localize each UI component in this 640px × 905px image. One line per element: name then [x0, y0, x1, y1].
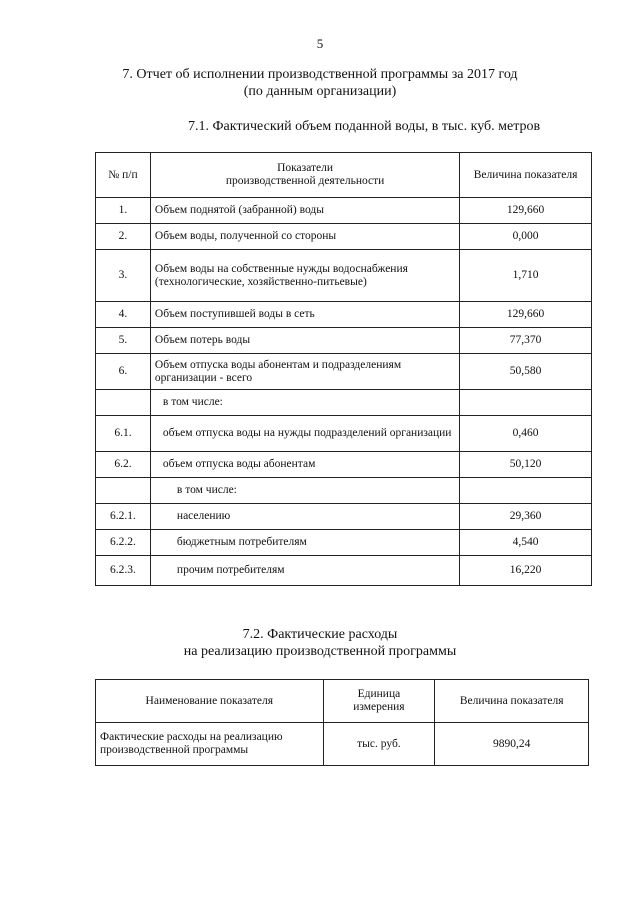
- header-value: Величина показателя: [435, 680, 589, 723]
- table-row: [96, 416, 592, 452]
- table-row: [96, 478, 592, 504]
- section-7-title-line2: (по данным организации): [243, 84, 397, 99]
- table-row: [96, 224, 592, 250]
- table-header-row: [96, 680, 589, 723]
- row-number: 6.2.3.: [96, 556, 151, 586]
- row-indicator: Объем воды, полученной со стороны: [150, 224, 459, 250]
- row-indicator: Объем потерь воды: [150, 328, 459, 354]
- table-row: [96, 530, 592, 556]
- row-number: 6.1.: [96, 416, 151, 452]
- row-number: [96, 390, 151, 416]
- section-7-2-title-line2: на реализацию производственной программы: [183, 644, 457, 659]
- section-7-2-title-line1: 7.2. Фактические расходы: [242, 627, 398, 642]
- header-value: Величина показателя: [460, 153, 592, 198]
- row-value: 77,370: [460, 328, 592, 354]
- row-indicator: населению: [150, 504, 459, 530]
- row-value: 50,580: [460, 354, 592, 390]
- page-number: 5: [316, 36, 324, 51]
- header-unit-line1: Единица: [357, 688, 401, 700]
- table-row: [96, 354, 592, 390]
- section-7-2-title: [0, 626, 640, 660]
- table-row: [96, 302, 592, 328]
- row-indicator: Объем поднятой (забранной) воды: [150, 198, 459, 224]
- header-unit-line2: измерения: [353, 701, 405, 713]
- expense-value: 9890,24: [435, 723, 589, 766]
- row-indicator: бюджетным потребителям: [150, 530, 459, 556]
- row-number: [96, 478, 151, 504]
- header-indicator-line2: производственной деятельности: [225, 175, 385, 187]
- row-indicator: Объем воды на собственные нужды водоснабжения (технологические, хозяйственно-питьевые): [150, 250, 459, 302]
- water-volume-table-body: [96, 198, 592, 586]
- table-row: [96, 504, 592, 530]
- row-number: 5.: [96, 328, 151, 354]
- row-number: 6.2.2.: [96, 530, 151, 556]
- table-row: [96, 328, 592, 354]
- row-value: 4,540: [460, 530, 592, 556]
- header-unit: [323, 680, 435, 723]
- row-indicator: объем отпуска воды абонентам: [150, 452, 459, 478]
- row-value: 0,000: [460, 224, 592, 250]
- row-indicator: объем отпуска воды на нужды подразделений организации: [150, 416, 459, 452]
- header-name: Наименование показателя: [96, 680, 324, 723]
- expense-name: Фактические расходы на реализацию производственной программы: [96, 723, 324, 766]
- section-7-title: [0, 66, 640, 100]
- row-indicator: прочим потребителям: [150, 556, 459, 586]
- header-number: № п/п: [96, 153, 151, 198]
- row-indicator: в том числе:: [150, 478, 459, 504]
- table-row: [96, 198, 592, 224]
- water-volume-table: [95, 152, 592, 586]
- expenses-table: [95, 679, 589, 766]
- row-number: 1.: [96, 198, 151, 224]
- row-number: 4.: [96, 302, 151, 328]
- row-number: 6.2.: [96, 452, 151, 478]
- row-value: 0,460: [460, 416, 592, 452]
- row-value: 1,710: [460, 250, 592, 302]
- row-number: 2.: [96, 224, 151, 250]
- table-row: [96, 250, 592, 302]
- row-value: 129,660: [460, 302, 592, 328]
- table-row: [96, 390, 592, 416]
- section-7-title-line1: 7. Отчет об исполнении производственной программы за 2017 год: [122, 67, 518, 82]
- row-indicator: Объем поступившей воды в сеть: [150, 302, 459, 328]
- table-row: [96, 556, 592, 586]
- row-indicator: Объем отпуска воды абонентам и подразделениям организации - всего: [150, 354, 459, 390]
- row-number: 6.2.1.: [96, 504, 151, 530]
- header-indicator-line1: Показатели: [277, 162, 334, 174]
- row-value: 16,220: [460, 556, 592, 586]
- table-row: [96, 723, 589, 766]
- row-indicator: в том числе:: [150, 390, 459, 416]
- row-number: 6.: [96, 354, 151, 390]
- row-value: 129,660: [460, 198, 592, 224]
- row-value: 29,360: [460, 504, 592, 530]
- header-indicator: [150, 153, 459, 198]
- row-value: 50,120: [460, 452, 592, 478]
- section-7-1-title: 7.1. Фактический объем поданной воды, в тыс. куб. метров: [188, 119, 541, 134]
- expense-unit: тыс. руб.: [323, 723, 435, 766]
- table-header-row: [96, 153, 592, 198]
- row-value: [460, 390, 592, 416]
- table-row: [96, 452, 592, 478]
- row-value: [460, 478, 592, 504]
- row-number: 3.: [96, 250, 151, 302]
